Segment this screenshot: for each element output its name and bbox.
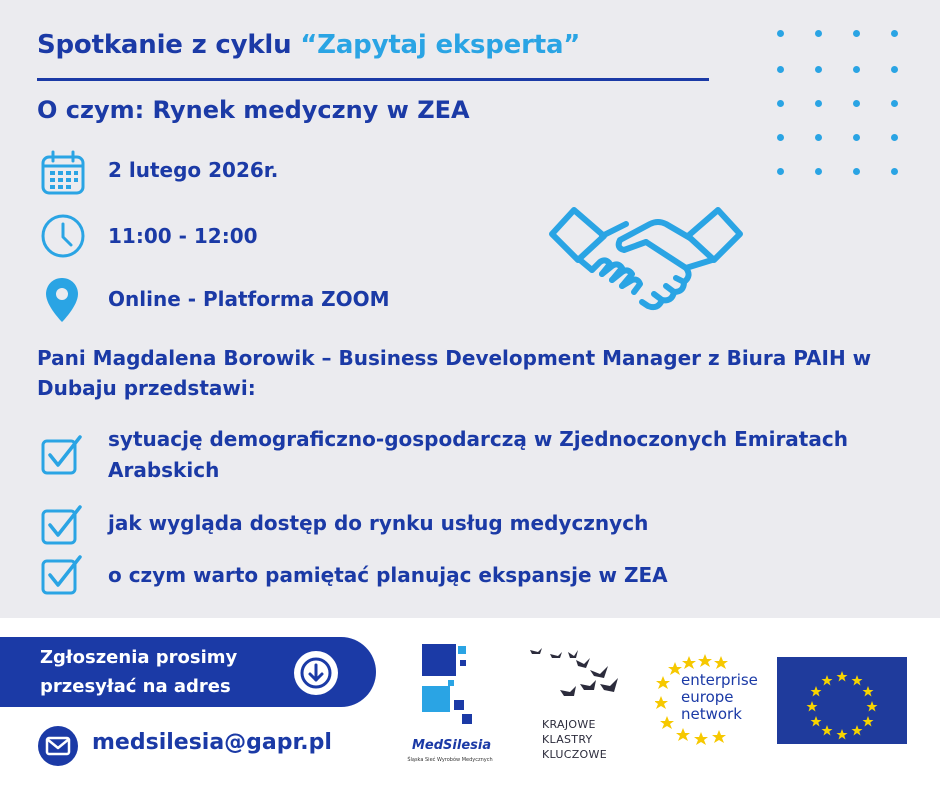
title-underline — [37, 78, 709, 81]
enterprise-europe-network-text: enterprise europe network — [681, 671, 758, 723]
medsilesia-logo-mark — [400, 640, 510, 736]
mail-icon — [38, 726, 78, 766]
event-location: Online - Platforma ZOOM — [108, 287, 390, 311]
enterprise-europe-network-logo — [655, 652, 767, 748]
checkbox-icon — [40, 433, 84, 477]
location-pin-icon — [44, 276, 80, 324]
eu-flag — [777, 657, 907, 744]
krajowe-klastry-kluczowe-logo — [520, 640, 640, 770]
birds-icon — [520, 640, 640, 710]
event-time: 11:00 - 12:00 — [108, 224, 258, 248]
eu-stars-icon — [777, 657, 907, 744]
agenda-item-3: o czym warto pamiętać planując ekspansje w ZEA — [108, 563, 668, 587]
page-title — [37, 30, 580, 60]
medsilesia-name: MedSilesia — [412, 738, 492, 753]
agenda-item-2: jak wygląda dostęp do rynku usług medycznych — [108, 511, 649, 535]
title-series-name: “Zapytaj eksperta” — [300, 30, 581, 60]
krajowe-klastry-kluczowe-text: KRAJOWE KLASTRY KLUCZOWE — [542, 718, 607, 761]
contact-email[interactable]: medsilesia@gapr.pl — [92, 730, 332, 755]
checkbox-icon — [40, 553, 84, 597]
clock-icon — [40, 213, 86, 259]
calendar-icon — [40, 150, 86, 196]
event-date: 2 lutego 2026r. — [108, 158, 279, 182]
handshake-icon — [546, 196, 746, 320]
registration-banner — [0, 637, 376, 707]
event-topic: O czym: Rynek medyczny w ZEA — [37, 96, 470, 124]
medsilesia-tagline: Śląska Sieć Wyrobów Medycznych — [407, 757, 493, 763]
registration-text: Zgłoszenia prosimy przesyłać na adres — [40, 647, 238, 697]
medsilesia-logo — [400, 640, 510, 770]
decorative-dot-grid — [773, 26, 913, 178]
agenda-item-1: sytuację demograficzno-gospodarczą w Zjednoczonych Emiratach Arabskich — [108, 427, 848, 482]
speaker-intro: Pani Magdalena Borowik – Business Development Manager z Biura PAIH w Dubaju przedstawi: — [37, 346, 872, 400]
checkbox-icon — [40, 503, 84, 547]
title-prefix: Spotkanie z cyklu — [37, 30, 301, 60]
arrow-down-icon — [294, 651, 338, 695]
